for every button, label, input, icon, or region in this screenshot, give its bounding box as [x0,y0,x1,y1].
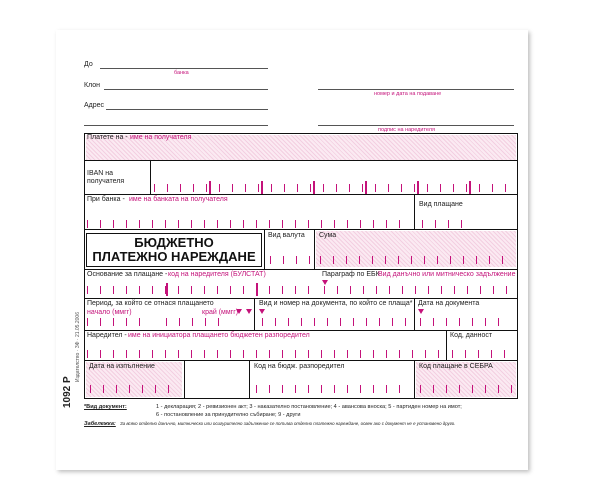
currency-field[interactable] [270,256,310,264]
bank-hint: банка [174,70,189,76]
iban-label-1: IBAN на [87,170,114,177]
doc-number-field[interactable] [262,318,410,326]
branch-label: Клон [84,82,100,89]
period-start-hint: начало (ммгг) [87,309,132,316]
payer-code-field[interactable] [87,286,309,294]
form-title-line1: БЮДЖЕТНО [134,235,214,250]
payer-name-field[interactable] [87,350,443,358]
doc-types-line2: 6 - постановление за принудително събиране; 9 - други [156,412,301,418]
form-code-vertical: 1092 Р [62,376,73,408]
period-end-field[interactable] [166,318,230,326]
territory-code-label: Код, данност [450,332,493,339]
basis-hint: код на наредителя (БУЛСТАТ) [168,271,266,278]
amount-label: Сума [319,232,337,239]
pay-to-hint: име на получателя [130,134,192,141]
form-title-line2: ПЛАТЕЖНО НАРЕЖДАНЕ [92,249,256,264]
number-date-line[interactable] [318,89,514,90]
address-line-2[interactable] [84,125,268,126]
doc-label: Вид и номер на документа, по който се плаща* [259,300,413,307]
number-date-hint: номер и дата на подаване [374,91,442,97]
doc-date-field[interactable] [420,318,510,326]
doc-types-line1: 1 - декларация; 2 - ревизионен акт; 3 - наказателно постановление; 4 - авансова вноска; 5 - партиден номер на имот; [156,404,462,410]
bank-name-line[interactable] [100,68,268,69]
period-end-hint: край (ммгг) [202,309,239,316]
signature-hint: подпис на наредителя [378,127,435,133]
payment-type-label: Вид плащане [419,201,463,208]
note-text: За всяко отделно данъчно, митническо или осигурително задължение се попълва отделно платежно нареждане, освен ако с документ не е установено друго. [120,421,456,426]
to-label: До [84,61,93,68]
payment-order-sheet [56,30,528,470]
payer-hint: име на инициатора плащането бюджетен разпоредител [128,332,310,339]
iban-field[interactable] [154,184,514,192]
exec-date-label: Дата на изпълнение [89,363,155,370]
pay-to-label: Платете на - [87,134,128,141]
address-label: Адрес [84,102,105,109]
period-start-field[interactable] [87,318,151,326]
iban-label-2: получателя [87,178,125,185]
branch-line[interactable] [104,89,268,90]
basis-label: Основание за плащане - [87,271,168,278]
paragraph-field[interactable] [324,286,514,294]
payer-label: Наредител - [87,332,127,339]
payment-type-field[interactable] [422,220,462,228]
address-line-1[interactable] [106,109,268,110]
bank-name-hint: име на банката на получателя [129,196,228,203]
note-label: Забележка: [84,421,116,427]
bank-name-field[interactable] [87,220,411,228]
territory-code-field[interactable] [452,350,512,358]
paragraph-hint: Вид данъчно или митническо задължение [378,271,516,278]
budget-code-label: Код на бюдж. разпоредител [254,363,345,370]
bank-label: При банка - [87,196,125,203]
doc-types-label: *Вид документ: [84,404,127,410]
budget-code-field[interactable] [256,385,406,393]
signature-line[interactable] [318,125,514,126]
period-label: Период, за който се отнася плащането [87,300,214,307]
currency-label: Вид валута [268,232,305,239]
sebra-label: Код плащане в СЕБРА [419,363,493,370]
publisher-vertical: Издателство · ЗФ · 21.05.2006 [75,312,81,382]
paragraph-label: Параграф по ЕБК [322,271,380,278]
doc-date-label: Дата на документа [418,300,480,307]
